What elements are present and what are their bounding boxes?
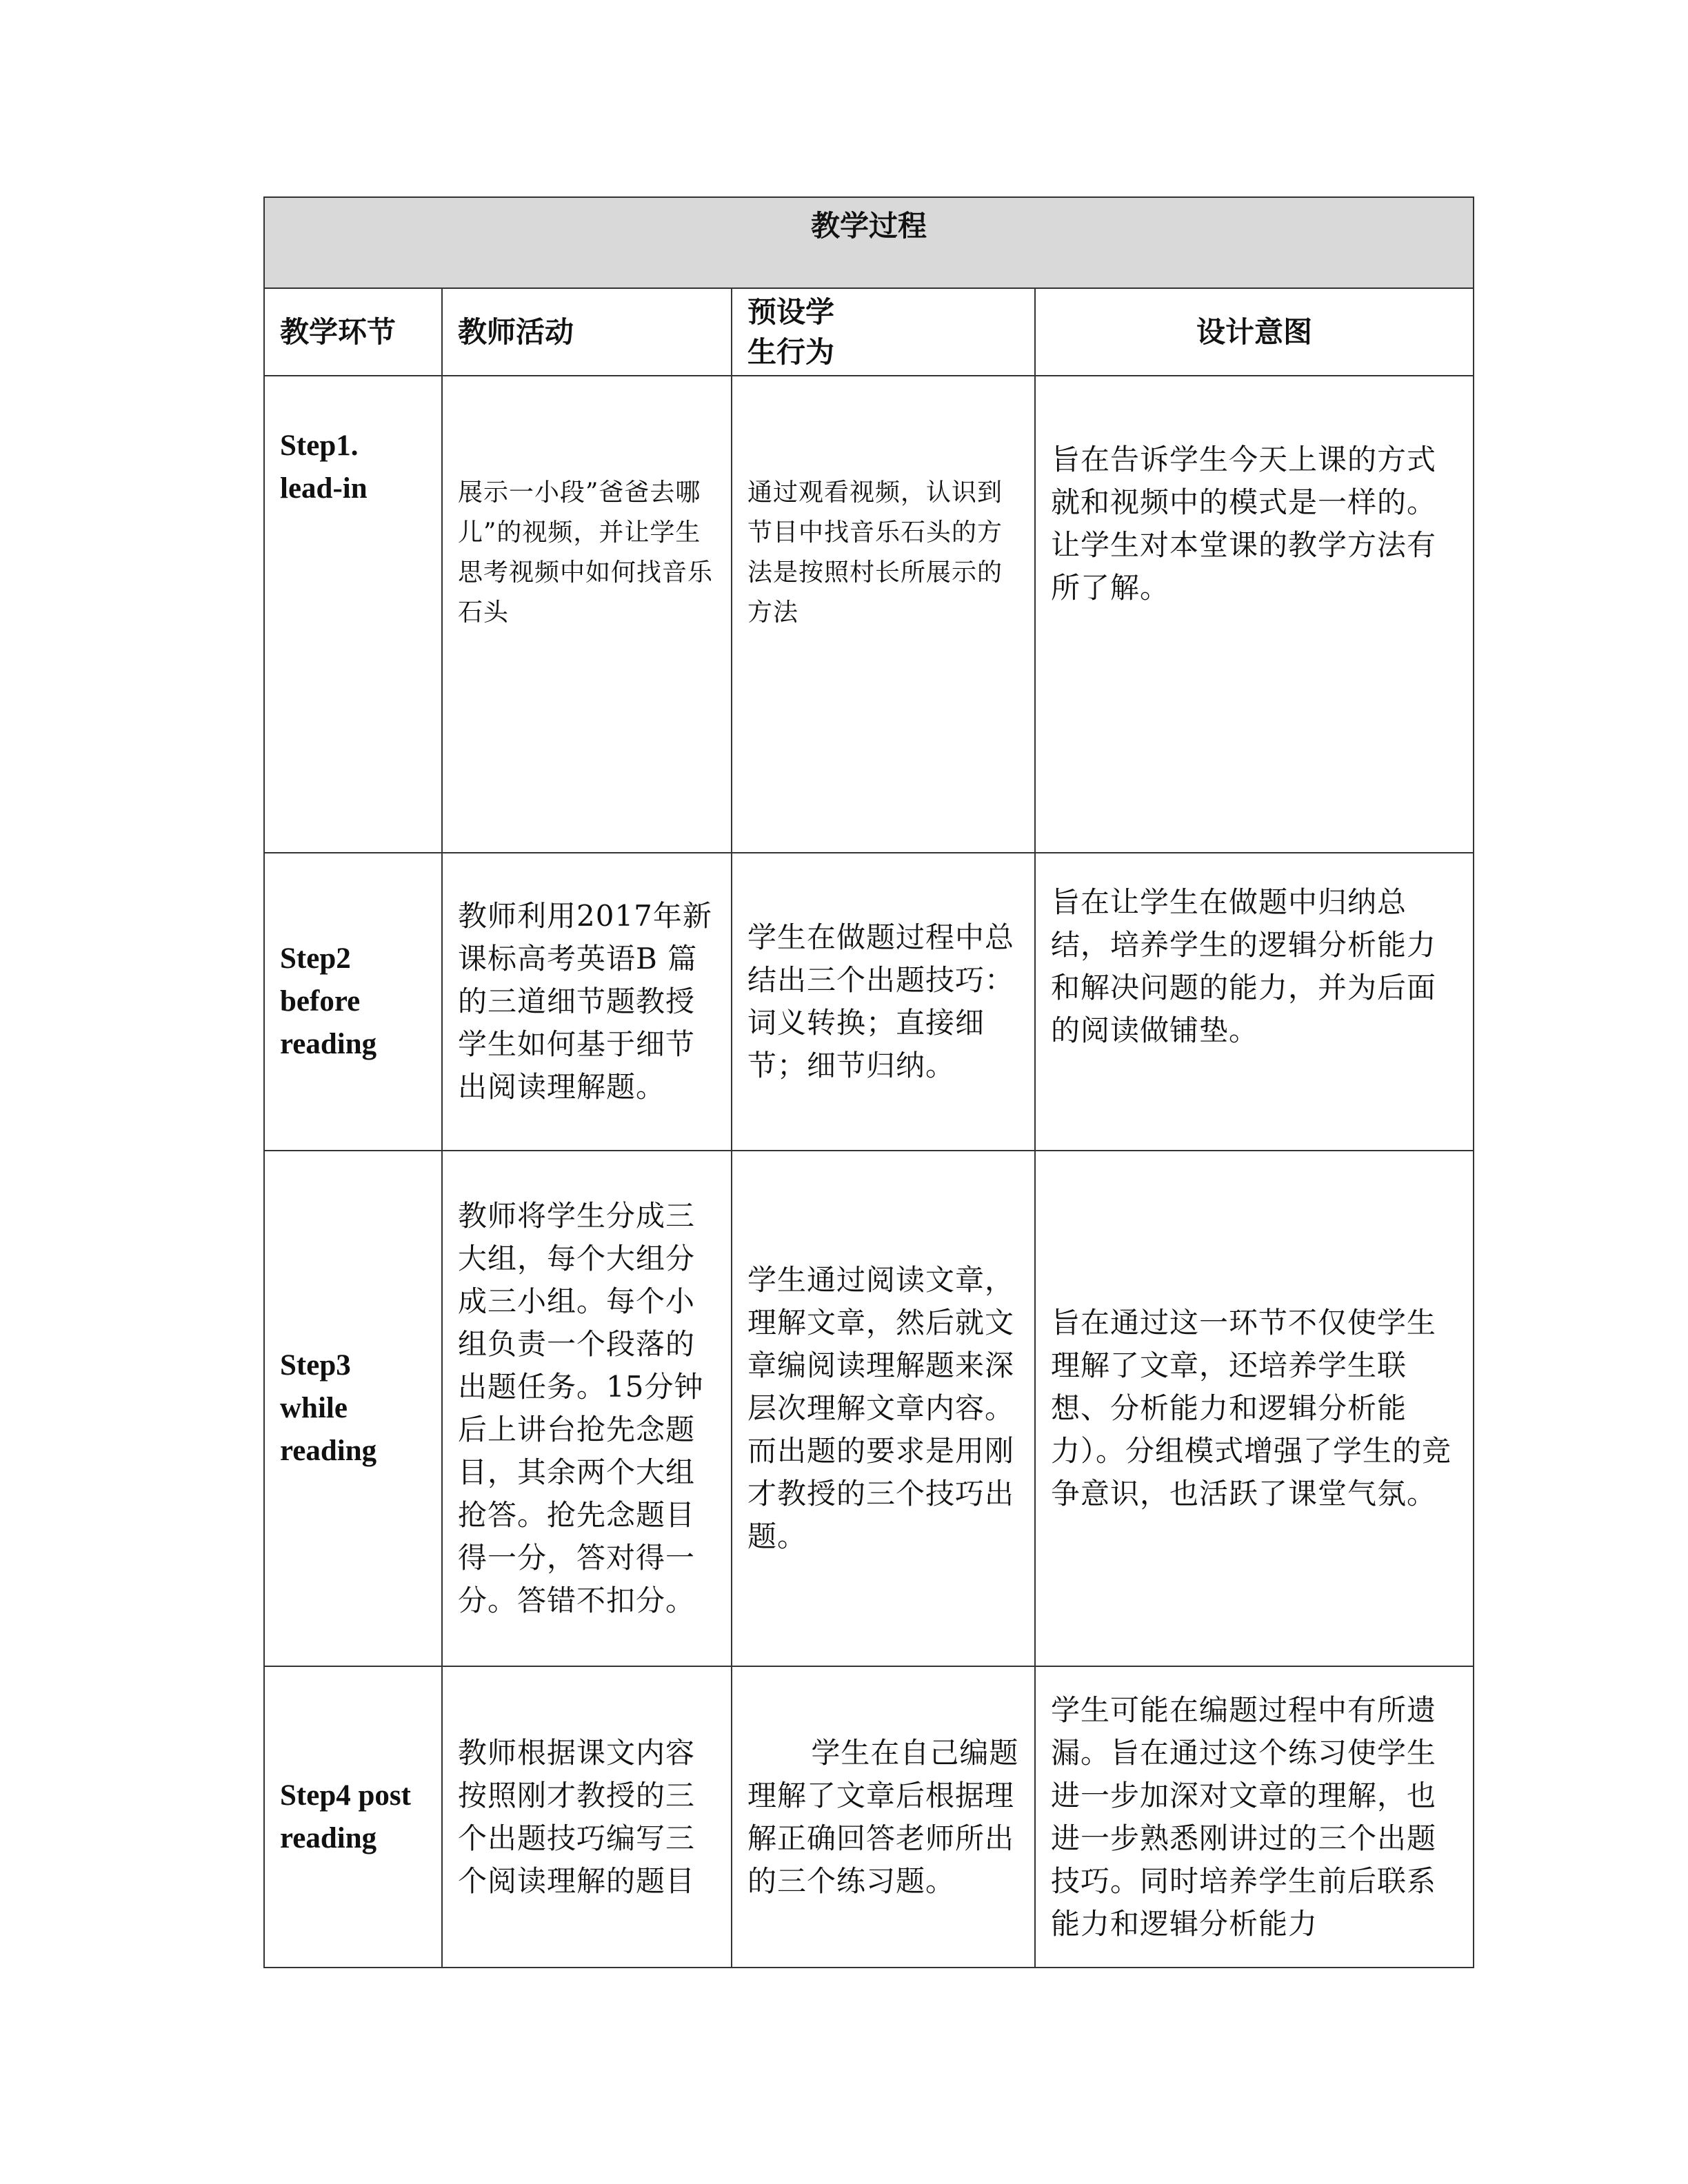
table-row	[264, 853, 1474, 1151]
step-label: Step2 before reading	[264, 853, 442, 1151]
design-intent: 旨在让学生在做题中归纳总结，培养学生的逻辑分析能力和解决问题的能力，并为后面的阅读做铺垫。	[1035, 853, 1474, 1151]
teacher-activity: 教师利用2017年新课标高考英语B 篇的三道细节题教授学生如何基于细节出阅读理解题。	[442, 853, 732, 1151]
student-behavior: 学生在自己编题理解了文章后根据理解正确回答老师所出的三个练习题。	[732, 1666, 1035, 1968]
design-intent: 旨在告诉学生今天上课的方式就和视频中的模式是一样的。让学生对本堂课的教学方法有所了解。	[1035, 376, 1474, 853]
teacher-activity: 教师根据课文内容按照刚才教授的三个出题技巧编写三个阅读理解的题目	[442, 1666, 732, 1968]
student-behavior: 学生在做题过程中总结出三个出题技巧：词义转换；直接细节；细节归纳。	[732, 853, 1035, 1151]
student-behavior: 通过观看视频，认识到节目中找音乐石头的方法是按照村长所展示的方法	[732, 376, 1035, 853]
teaching-process-table	[263, 196, 1474, 1968]
title-row	[264, 197, 1474, 288]
teacher-activity: 教师将学生分成三大组，每个大组分成三小组。每个小组负责一个段落的出题任务。15分钟后上讲台抢先念题目，其余两个大组抢答。抢先念题目得一分，答对得一分。答错不扣分。	[442, 1151, 732, 1666]
student-behavior: 学生通过阅读文章，理解文章，然后就文章编阅读理解题来深层次理解文章内容。而出题的要求是用刚才教授的三个技巧出题。	[732, 1151, 1035, 1666]
header-row	[264, 288, 1474, 376]
table-title: 教学过程	[264, 197, 1474, 288]
design-intent: 旨在通过这一环节不仅使学生理解了文章，还培养学生联想、分析能力和逻辑分析能力）。分组模式增强了学生的竞争意识，也活跃了课堂气氛。	[1035, 1151, 1474, 1666]
table-row	[264, 1151, 1474, 1666]
step-label: Step4 post reading	[264, 1666, 442, 1968]
header-design-intent: 设计意图	[1035, 288, 1474, 376]
design-intent: 学生可能在编题过程中有所遗漏。旨在通过这个练习使学生进一步加深对文章的理解，也进一步熟悉刚讲过的三个出题技巧。同时培养学生前后联系能力和逻辑分析能力	[1035, 1666, 1474, 1968]
header-stage: 教学环节	[264, 288, 442, 376]
header-teacher-activity: 教师活动	[442, 288, 732, 376]
step-label: Step1. lead-in	[264, 376, 442, 853]
header-student-behavior: 预设学 生行为	[732, 288, 1035, 376]
teacher-activity: 展示一小段”爸爸去哪儿”的视频，并让学生思考视频中如何找音乐石头	[442, 376, 732, 853]
table-row	[264, 1666, 1474, 1968]
step-label: Step3 while reading	[264, 1151, 442, 1666]
table-row	[264, 376, 1474, 853]
